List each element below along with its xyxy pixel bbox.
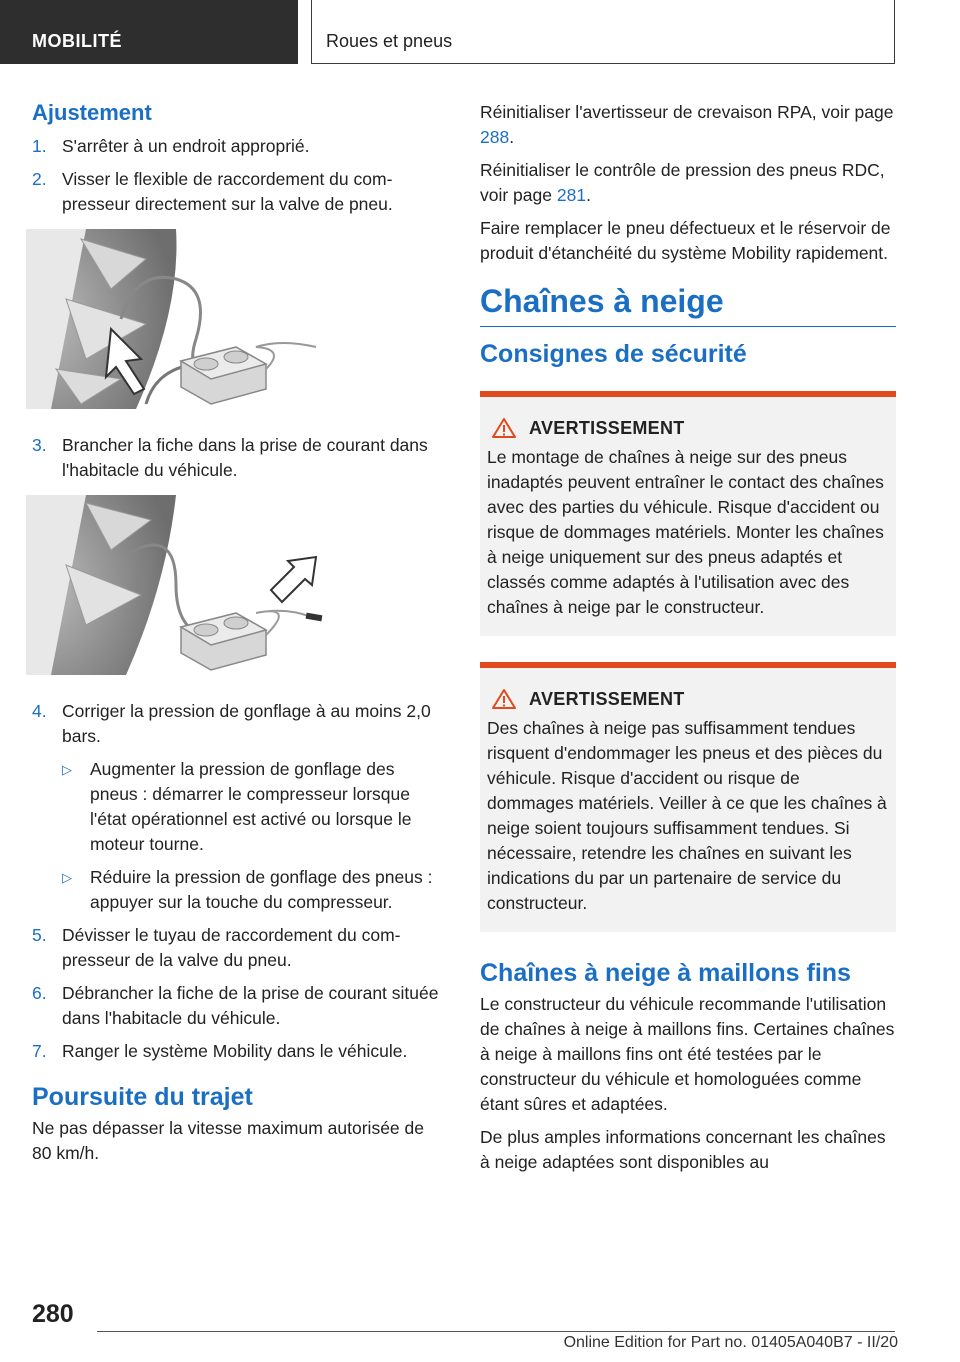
step-text: Dévisser le tuyau de raccordement du compresseur de la valve du pneu. — [62, 925, 401, 971]
list-item — [32, 1039, 442, 1064]
paragraph-text: Réinitialiser l'avertisseur de crevaison RPA, voir page — [480, 102, 894, 122]
sub-text: Augmenter la pression de gonflage des pneus : démarrer le compresseur lorsque l'état opérationnel est activé ou lorsque le moteur tourne. — [90, 759, 412, 855]
sub-list — [62, 757, 442, 915]
triangle-bullet-icon: ▷ — [62, 870, 72, 886]
page-link-288[interactable]: 288 — [480, 127, 510, 147]
step-text: Débrancher la fiche de la prise de courant située dans l'habitacle du véhicule. — [62, 983, 439, 1029]
step-number: 4. — [32, 701, 47, 722]
warning-text: Des chaînes à neige pas suffisamment tendues risquent d'endommager les pneus et des pièces du véhicule. Risque d'accident ou risque de dommages matériels. Veiller à ce que les chaînes à neige soient toujours suffisamment tendues. Si nécessaire, retendre les chaînes en suivant les indications du par un partenaire de service du constructeur. — [487, 718, 887, 914]
step-text: Ranger le système Mobility dans le véhicule. — [62, 1041, 408, 1062]
compressor-valve-illustration — [26, 229, 326, 409]
warning-label: AVERTISSEMENT — [529, 417, 685, 438]
warning-title — [487, 688, 889, 710]
step-text: Corriger la pression de gonflage à au moins 2,0 bars. — [62, 701, 431, 747]
list-item — [32, 923, 442, 973]
footer-divider — [97, 1331, 895, 1332]
warning-text: Le montage de chaînes à neige sur des pneus inadaptés peuvent entraîner le contact des chaînes avec des parties du véhicule. Risque d'accident ou risque de dommages matériels. Monter les chaînes à neige uniquement sur des pneus adaptés et classés comme adaptés à l'utilisation avec des chaînes à neige par le constructeur. — [487, 447, 884, 618]
section-tab: MOBILITÉ — [0, 0, 298, 64]
more-info-paragraph: De plus amples informations concernant les chaînes à neige adaptées sont disponibles au — [480, 1127, 886, 1173]
steps-list-3 — [32, 433, 442, 483]
speed-limit-paragraph: Ne pas dépasser la vitesse maximum autorisée de 80 km/h. — [32, 1118, 424, 1164]
steps-list-4 — [32, 699, 442, 1064]
warning-box-1 — [480, 391, 896, 636]
list-item — [32, 433, 442, 483]
warning-triangle-icon — [491, 688, 517, 710]
step-number: 2. — [32, 169, 47, 190]
step-text: Visser le flexible de raccordement du compresseur directement sur la valve de pneu. — [62, 169, 393, 215]
right-column — [480, 100, 896, 1183]
triangle-bullet-icon: ▷ — [62, 762, 72, 778]
sub-list-item — [62, 757, 442, 857]
page-number: 280 — [32, 1300, 74, 1328]
left-column — [32, 100, 442, 1174]
sub-text: Réduire la pression de gonflage des pneus : appuyer sur la touche du compresseur. — [90, 867, 433, 913]
warning-label: AVERTISSEMENT — [529, 688, 685, 709]
warning-triangle-icon — [491, 417, 517, 439]
warning-title — [487, 417, 889, 439]
list-item — [32, 167, 442, 217]
page-link-281[interactable]: 281 — [556, 185, 587, 205]
step-number: 1. — [32, 136, 47, 157]
replace-tire-paragraph: Faire remplacer le pneu défectueux et le réservoir de produit d'étanchéité du système Mobility rapidement. — [480, 218, 891, 263]
chapter-heading-chaines: Chaînes à neige — [480, 282, 896, 327]
paragraph-text: . — [509, 127, 515, 147]
section-heading-poursuite: Poursuite du trajet — [32, 1083, 253, 1112]
paragraph-text: Réinitialiser le contrôle de pression des pneus RDC, voir page — [480, 160, 885, 205]
list-item — [32, 134, 442, 159]
warning-box-2 — [480, 662, 896, 932]
sub-list-item — [62, 865, 442, 915]
step-number: 6. — [32, 983, 47, 1004]
list-item — [32, 699, 442, 915]
paragraph-text: . — [586, 185, 591, 205]
chapter-title: Roues et pneus — [311, 0, 895, 64]
step-number: 5. — [32, 925, 47, 946]
section-heading-maillons: Chaînes à neige à maillons fins — [480, 959, 851, 988]
section-heading-ajustement: Ajustement — [32, 100, 152, 125]
edition-label: Online Edition for Part no. 01405A040B7 - II/20 — [563, 1334, 898, 1351]
compressor-plug-illustration — [26, 495, 326, 675]
fine-chains-paragraph: Le constructeur du véhicule recommande l'utilisation de chaînes à neige à maillons fins. Certaines chaînes à neige à maillons fins ont été testées par le constructeur du véhicule et homologuées comme étant sûres et adaptées. — [480, 994, 895, 1115]
steps-list-a — [32, 134, 442, 217]
list-item — [32, 981, 442, 1031]
reset-rdc-paragraph — [480, 158, 896, 208]
section-heading-consignes: Consignes de sécurité — [480, 340, 747, 369]
reset-rpa-paragraph — [480, 100, 896, 150]
step-text: Brancher la fiche dans la prise de courant dans l'habitacle du véhicule. — [62, 435, 428, 481]
step-text: S'arrêter à un endroit approprié. — [62, 136, 310, 157]
step-number: 7. — [32, 1041, 47, 1062]
step-number: 3. — [32, 435, 47, 456]
